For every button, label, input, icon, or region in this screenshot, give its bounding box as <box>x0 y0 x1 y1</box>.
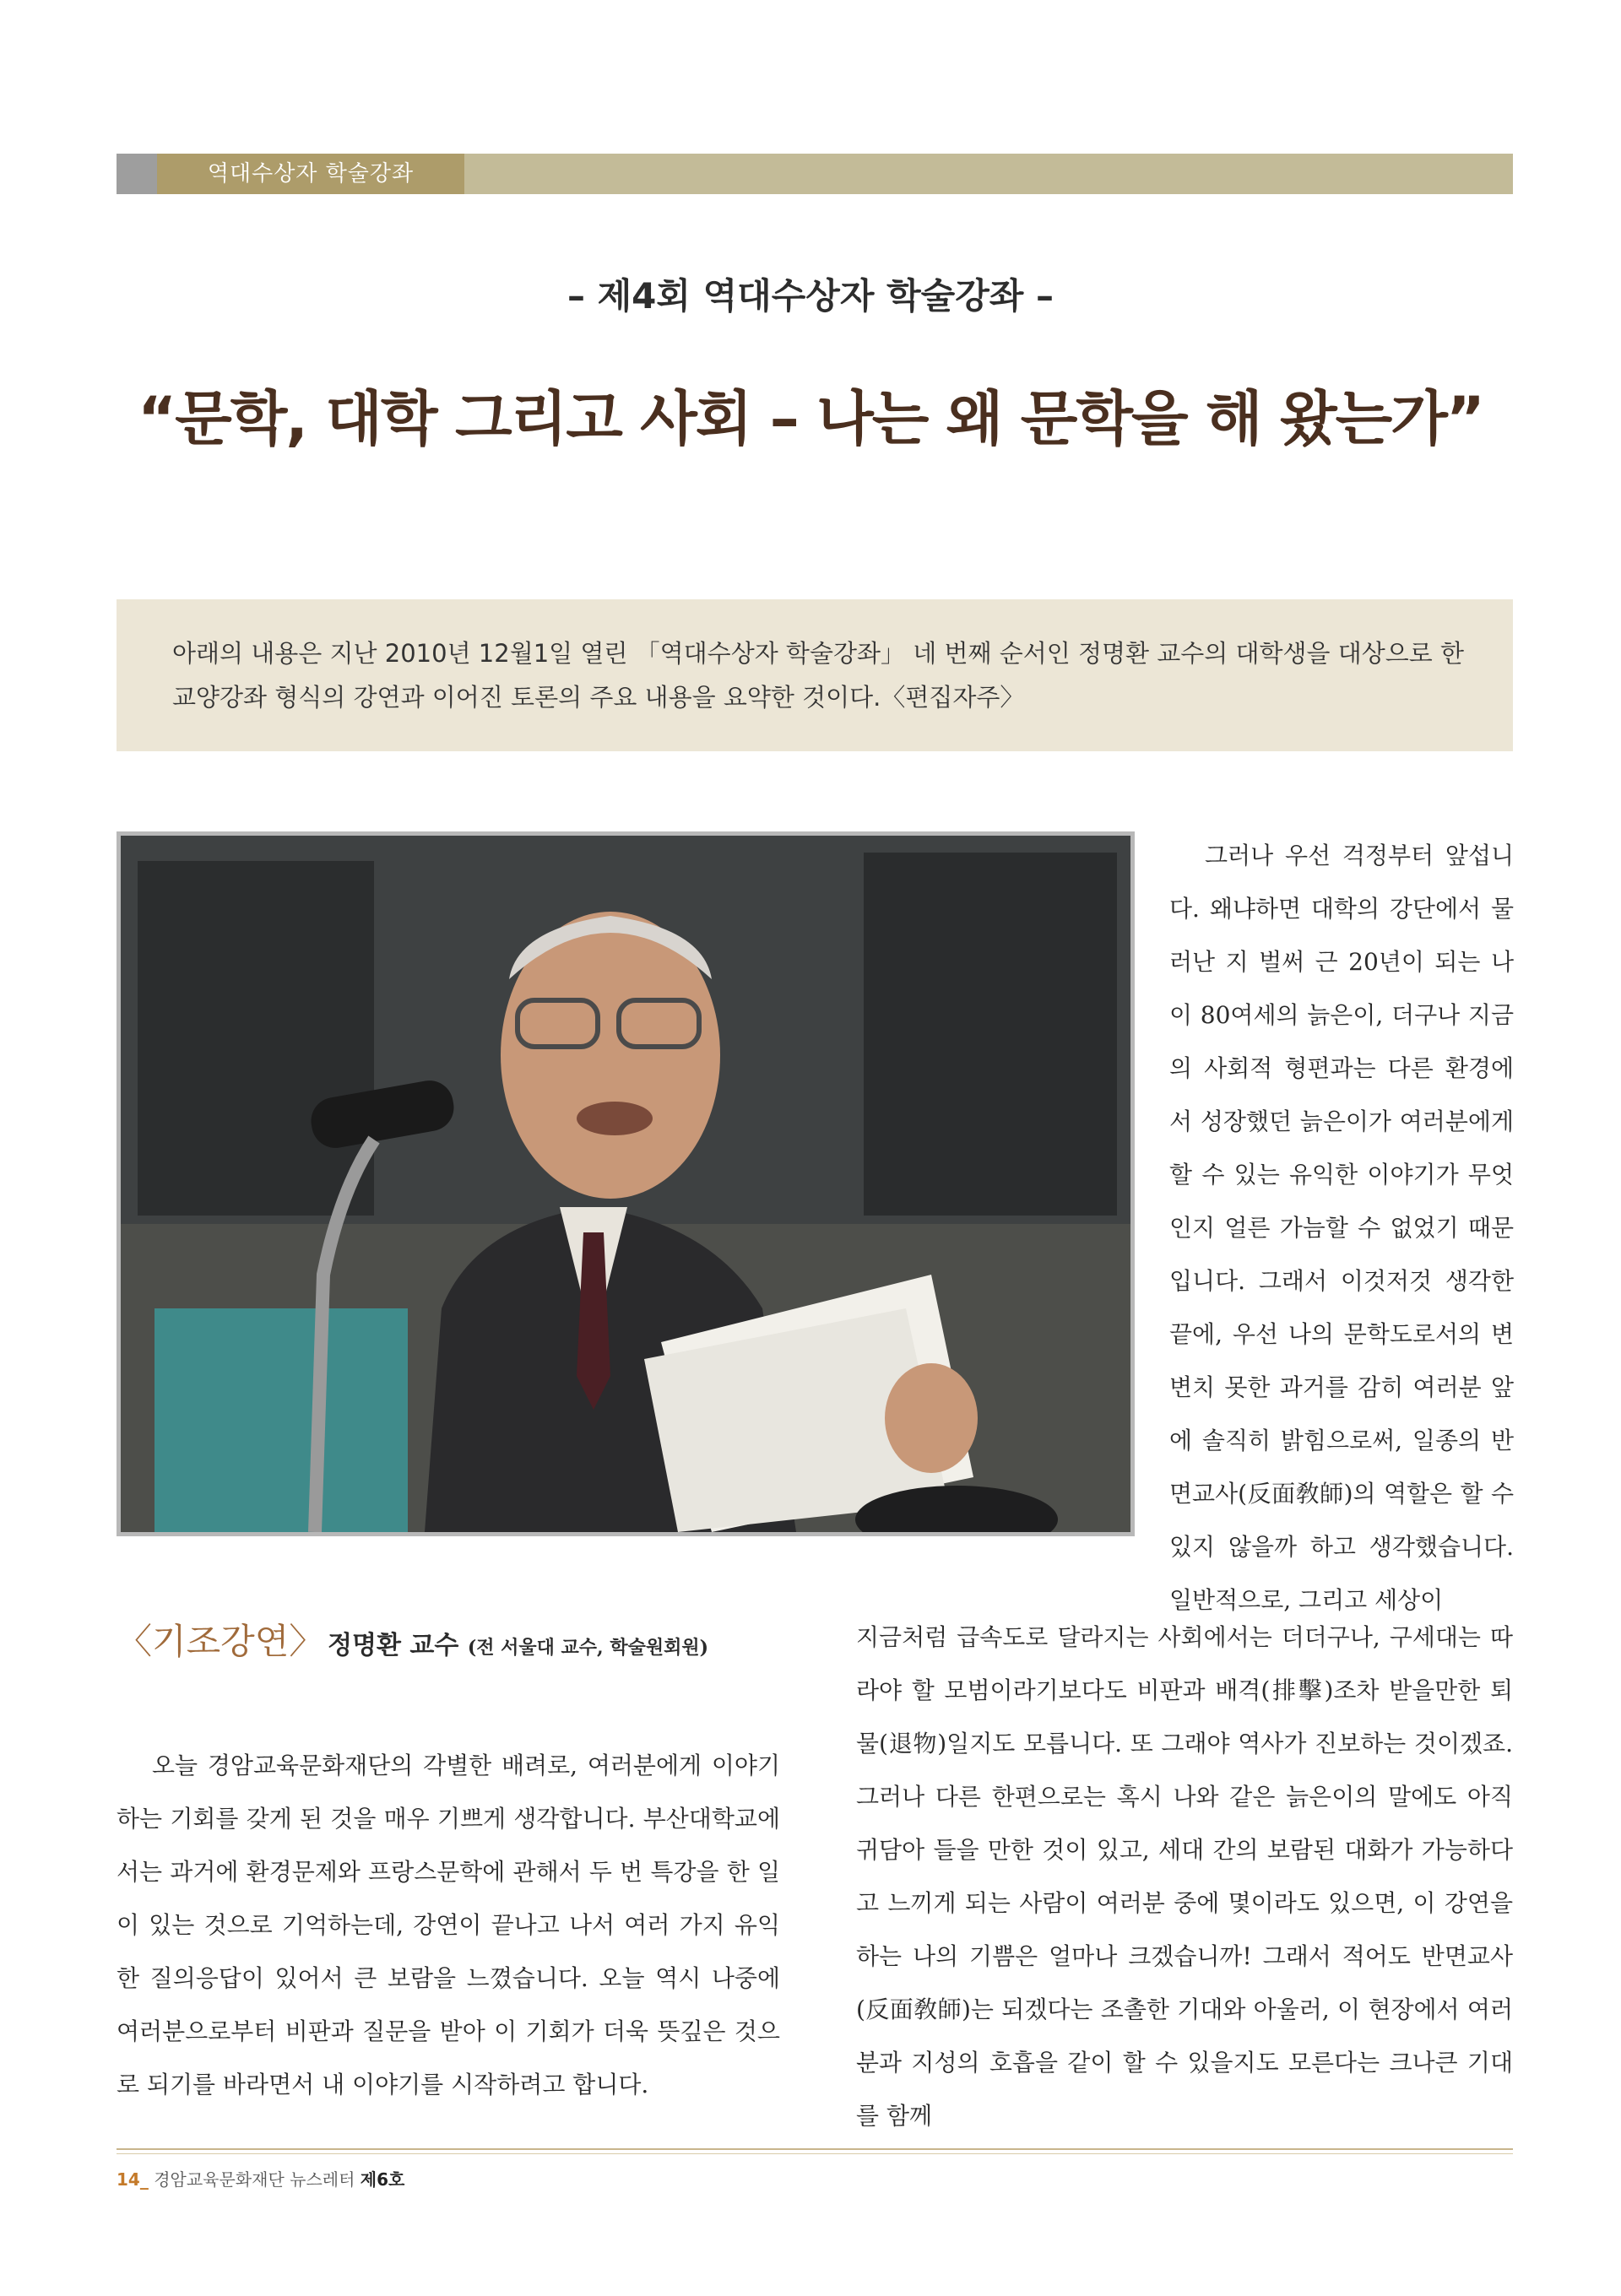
body-paragraph: 오늘 경암교육문화재단의 각별한 배려로, 여러분에게 이야기하는 기회를 갖게 된 것을 매우 기쁘게 생각합니다. 부산대학교에서는 과거에 환경문제와 프랑스문학에 관해서 두 번 특강을 한 일이 있는 것으로 기억하는데, 강연이 끝나고 나서 여러 가지 유익한 질의응답이 있어서 큰 보람을 느꼈습니다. 오늘 역시 나중에 여러분으로부터 비판과 질문을 받아 이 기회가 더욱 뜻깊은 것으로 되기를 바라면서 내 이야기를 시작하려고 합니다. <box>117 1752 780 2098</box>
article-title: “문학, 대학 그리고 사회 – 나는 왜 문학을 해 왔는가” <box>138 384 1483 453</box>
speaker-name: 정명환 교수 <box>328 1631 459 1660</box>
editor-note-text: 아래의 내용은 지난 2010년 12월1일 열린 「역대수상자 학술강좌」 네 번째 순서인 정명환 교수의 대학생을 대상으로 한 교양강좌 형식의 강연과 이어진 토론의 주요 내용을 요약한 것이다.〈편집자주〉 <box>172 639 1465 712</box>
body-column-left <box>117 1739 780 2111</box>
footer-rule <box>117 2148 1513 2150</box>
page-footer <box>117 2166 404 2190</box>
issue-number: 제6호 <box>360 2169 405 2190</box>
speaker-photo <box>117 831 1135 1536</box>
section-header-accent <box>117 154 157 194</box>
body-column-right <box>1169 829 1514 1627</box>
article-subtitle: – 제4회 역대수상자 학술강좌 – <box>567 275 1054 317</box>
publication-name: 경암교육문화재단 뉴스레터 <box>154 2169 355 2190</box>
page-number: 14_ <box>117 2169 149 2190</box>
keynote-label: 〈기조강연〉 <box>117 1621 325 1662</box>
keynote-speaker <box>328 1624 708 1661</box>
body-column-continuation <box>856 1611 1513 2142</box>
body-paragraph: 지금처럼 급속도로 달라지는 사회에서는 더더구나, 구세대는 따라야 할 모범이라기보다도 비판과 배격(排擊)조차 받을만한 퇴물(退物)일지도 모릅니다. 또 그래야 역사가 진보하는 것이겠죠. 그러나 다른 한편으로는 혹시 나와 같은 늙은이의 말에도 아직 귀담아 들을 만한 것이 있고, 세대 간의 보람된 대화가 가능하다고 느끼게 되는 사람이 여러분 중에 몇이라도 있으면, 이 강연을 하는 나의 기쁨은 얼마나 크겠습니까! 그래서 적어도 반면교사(反面敎師)는 되겠다는 조촐한 기대와 아울러, 이 현장에서 여러분과 지성의 호흡을 같이 할 수 있을지도 모른다는 크나큰 기대를 함께 <box>856 1623 1513 2130</box>
speaker-affiliation: (전 서울대 교수, 학술원회원) <box>467 1637 709 1659</box>
speaker-photo-illustration <box>121 836 1130 1532</box>
section-header-label: 역대수상자 학술강좌 <box>157 154 464 194</box>
footer-rule-thin <box>117 2153 1513 2154</box>
body-paragraph: 그러나 우선 걱정부터 앞섭니다. 왜냐하면 대학의 강단에서 물러난 지 벌써 근 20년이 되는 나이 80여세의 늙은이, 더구나 지금의 사회적 형편과는 다른 환경에서 성장했던 늙은이가 여러분에게 할 수 있는 유익한 이야기가 무엇인지 얼른 가늠할 수 없었기 때문입니다. 그래서 이것저것 생각한 끝에, 우선 나의 문학도로서의 변변치 못한 과거를 감히 여러분 앞에 솔직히 밝힘으로써, 일종의 반면교사(反面敎師)의 역할은 할 수 있지 않을까 하고 생각했습니다. 일반적으로, 그리고 세상이 <box>1169 842 1514 1614</box>
